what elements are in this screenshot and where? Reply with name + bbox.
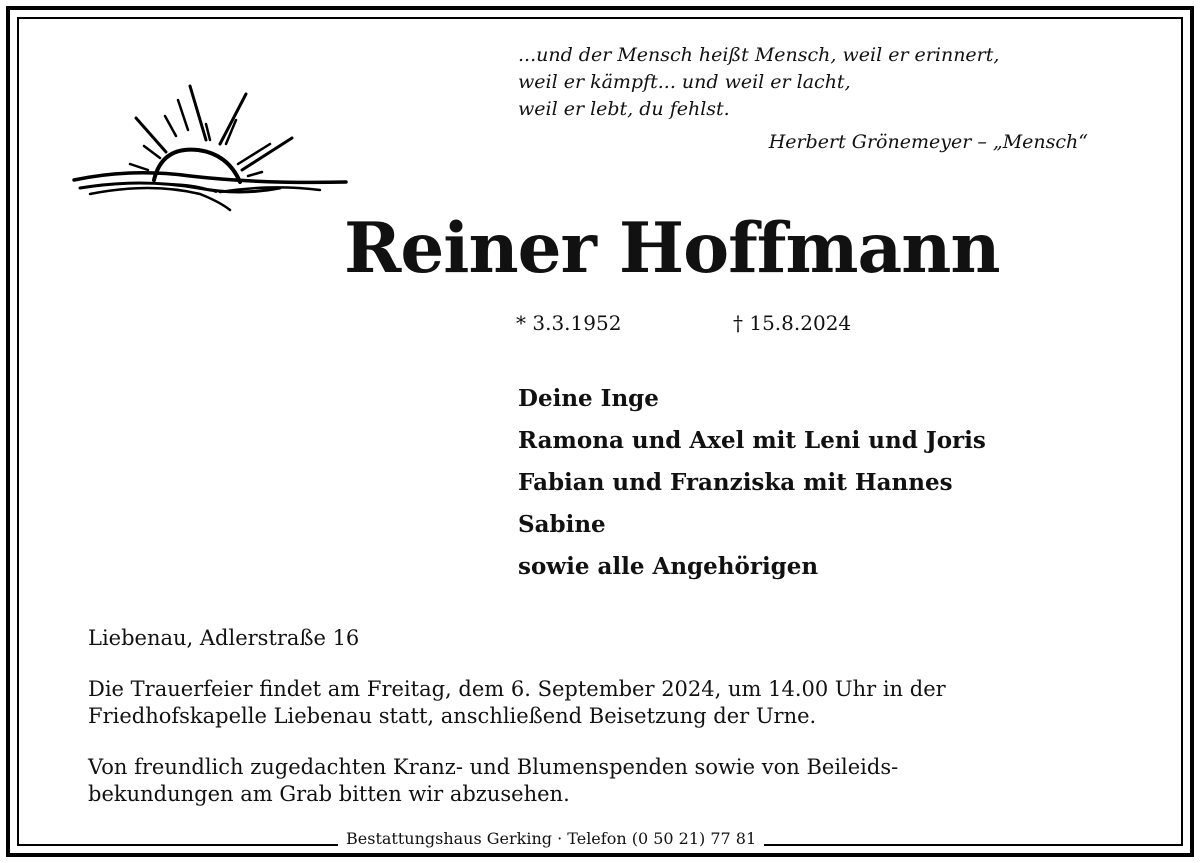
request-line: bekundungen am Grab bitten wir abzusehen. (88, 782, 570, 806)
quote (518, 42, 999, 123)
request-line: Von freundlich zugedachten Kranz- und Blumenspenden sowie von Beileids- (88, 755, 899, 779)
death-date: † 15.8.2024 (733, 311, 852, 335)
service-info (88, 676, 1128, 730)
quote-source: Herbert Grönemeyer – „Mensch“ (768, 131, 1088, 153)
donation-request (88, 754, 1128, 808)
mourner-line: Fabian und Franziska mit Hannes (518, 469, 953, 496)
mourner-line: sowie alle Angehörigen (518, 553, 819, 580)
service-line: Friedhofskapelle Liebenau statt, anschließend Beisetzung der Urne. (88, 704, 817, 728)
service-line: Die Trauerfeier findet am Freitag, dem 6. September 2024, um 14.00 Uhr in der (88, 677, 946, 701)
quote-line: weil er kämpft... und weil er lacht, (518, 71, 851, 93)
sunset-icon (70, 80, 350, 220)
mourner-line: Sabine (518, 511, 606, 538)
birth-date: * 3.3.1952 (516, 311, 622, 335)
mourners-list (518, 378, 986, 588)
quote-line: ...und der Mensch heißt Mensch, weil er erinnert, (518, 44, 1000, 66)
deceased-name: Reiner Hoffmann (344, 208, 1000, 289)
quote-line: weil er lebt, du fehlst. (518, 98, 730, 120)
mourner-line: Ramona und Axel mit Leni und Joris (518, 427, 986, 454)
funeral-home-footer: Bestattungshaus Gerking · Telefon (0 50 21) 77 81 (338, 829, 764, 848)
mourner-line: Deine Inge (518, 385, 659, 412)
address: Liebenau, Adlerstraße 16 (88, 626, 360, 650)
